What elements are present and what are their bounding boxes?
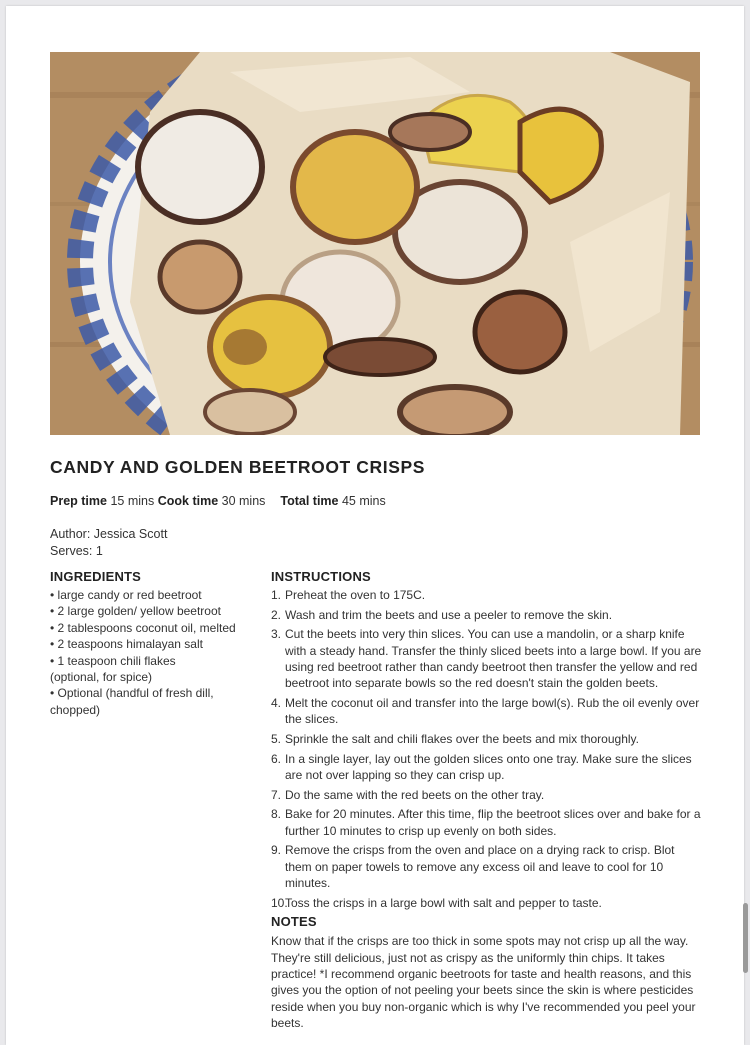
step-text: Wash and trim the beets and use a peeler to remove the skin. bbox=[285, 607, 613, 622]
photo-illustration bbox=[50, 52, 700, 435]
ingredients-heading: INGREDIENTS bbox=[50, 569, 142, 584]
total-time-value: 45 mins bbox=[341, 494, 386, 508]
notes-heading: NOTES bbox=[271, 914, 317, 930]
instructions-list bbox=[271, 587, 703, 911]
list-item bbox=[271, 695, 703, 728]
list-item bbox=[271, 607, 703, 623]
step-text: In a single layer, lay out the golden slices onto one tray. Make sure the slices are not over lapping so they can crisp up. bbox=[285, 751, 692, 782]
step-text: Bake for 20 minutes. After this time, flip the beetroot slices over and bake for a further 10 minutes to crisp up evenly on both sides. bbox=[285, 807, 701, 838]
step-number: 2. bbox=[271, 607, 282, 622]
step-number: 7. bbox=[271, 787, 282, 802]
recipe-times bbox=[50, 494, 386, 508]
recipe-title: CANDY AND GOLDEN BEETROOT CRISPS bbox=[50, 457, 426, 477]
instructions-heading: INSTRUCTIONS bbox=[271, 569, 371, 584]
step-text: Toss the crisps in a large bowl with salt and pepper to taste. bbox=[285, 895, 602, 910]
list-item bbox=[271, 626, 703, 692]
scrollbar-thumb[interactable] bbox=[743, 903, 748, 973]
step-text: Do the same with the red beets on the other tray. bbox=[285, 787, 545, 802]
list-item: • 2 tablespoons coconut oil, melted bbox=[50, 620, 250, 636]
list-item: • 1 teaspoon chili flakes bbox=[50, 653, 250, 669]
step-text: Melt the coconut oil and transfer into the large bowl(s). Rub the oil evenly over the slices. bbox=[285, 696, 700, 727]
step-number: 10. bbox=[271, 895, 288, 910]
recipe-meta bbox=[50, 526, 167, 559]
list-item: (optional, for spice) bbox=[50, 670, 153, 685]
step-number: 5. bbox=[271, 732, 282, 746]
candy-crisp bbox=[138, 112, 262, 222]
serves: Serves: 1 bbox=[50, 543, 103, 558]
step-number: 3. bbox=[271, 627, 282, 642]
list-item bbox=[271, 751, 703, 784]
step-number: 9. bbox=[271, 843, 282, 858]
list-item bbox=[271, 806, 703, 839]
list-item: • large candy or red beetroot bbox=[50, 587, 250, 603]
step-number: 1. bbox=[271, 588, 282, 602]
list-item bbox=[271, 787, 703, 803]
step-text: Remove the crisps from the oven and place on a drying rack to crisp. Blot them on paper towels to remove any excess oil and leave to cool for 10 minutes. bbox=[285, 843, 675, 890]
prep-time-value: 15 mins bbox=[110, 494, 155, 508]
step-text: Cut the beets into very thin slices. You can use a mandolin, or a sharp knife with a steady hand. Transfer the thinly sliced beets into a large bowl. If you are using red beetroot rather than candy beetroot then transfer the yellow and red beetroot into separate bowls so the red doesn't stain the golden beets. bbox=[285, 627, 702, 691]
step-number: 4. bbox=[271, 696, 282, 710]
cook-time-value: 30 mins bbox=[221, 494, 266, 508]
beetroot-crisps-photo bbox=[50, 52, 700, 435]
list-item: • 2 teaspoons himalayan salt bbox=[50, 636, 250, 652]
step-text: Sprinkle the salt and chili flakes over the beets and mix thoroughly. bbox=[285, 732, 639, 746]
list-item bbox=[271, 842, 703, 891]
list-item bbox=[271, 587, 703, 603]
list-item bbox=[271, 731, 703, 747]
prep-time-label: Prep time bbox=[50, 494, 107, 508]
step-number: 8. bbox=[271, 807, 282, 822]
author: Author: Jessica Scott bbox=[50, 527, 168, 541]
step-text: Preheat the oven to 175C. bbox=[285, 588, 426, 602]
ingredients-list bbox=[50, 587, 250, 718]
step-number: 6. bbox=[271, 751, 282, 766]
total-time-label: Total time bbox=[280, 494, 339, 508]
list-item: • Optional (handful of fresh dill, chopped) bbox=[50, 685, 250, 718]
cook-time-label: Cook time bbox=[157, 494, 219, 508]
document-page bbox=[6, 6, 744, 1045]
list-item: • 2 large golden/ yellow beetroot bbox=[50, 603, 250, 619]
instructions-section bbox=[271, 569, 703, 1032]
list-item bbox=[271, 895, 703, 911]
golden-crisp bbox=[293, 132, 417, 242]
ingredients-section bbox=[50, 569, 250, 718]
notes-text: Know that if the crisps are too thick in some spots may not crisp up all the way. They're still delicious, just not as crispy as the uniformly thin chips. It takes practice! *I recommend organic beetroots for taste and health reasons, and this gives you the option of not peeling your beets since the skin is where pesticides reside when you buy non-organic which is why I've recommended you peel your beets. bbox=[271, 934, 696, 1031]
